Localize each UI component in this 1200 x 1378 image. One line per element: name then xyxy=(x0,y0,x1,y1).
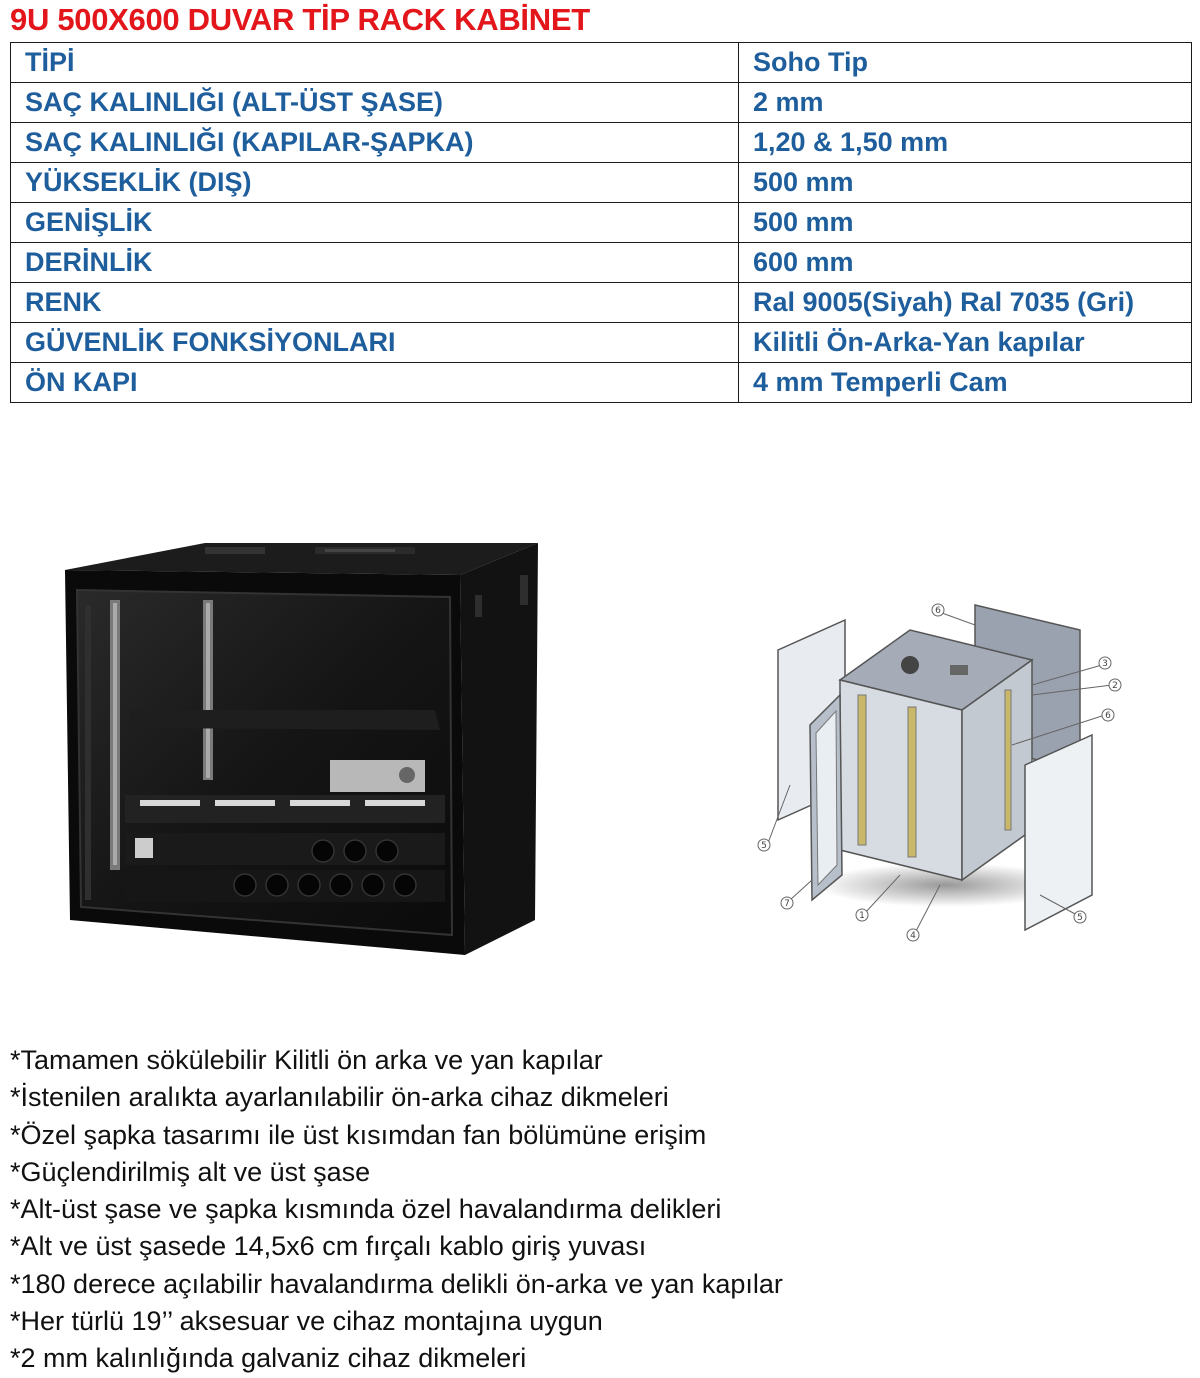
spec-key: GENİŞLİK xyxy=(11,203,739,243)
table-row xyxy=(11,163,1192,203)
spec-value: 500 mm xyxy=(739,203,1192,243)
spec-key: SAÇ KALINLIĞI (ALT-ÜST ŞASE) xyxy=(11,83,739,123)
spec-key: ÖN KAPI xyxy=(11,363,739,403)
list-item: *Tamamen sökülebilir Kilitli ön arka ve yan kapılar xyxy=(10,1045,603,1075)
rack-cabinet-photo xyxy=(55,535,545,965)
spec-key: SAÇ KALINLIĞI (KAPILAR-ŞAPKA) xyxy=(11,123,739,163)
spec-value: 500 mm xyxy=(739,163,1192,203)
spec-table xyxy=(10,42,1192,403)
diagram-callout: 5 xyxy=(1077,913,1083,923)
diagram-callout: 2 xyxy=(1112,681,1118,691)
table-row xyxy=(11,243,1192,283)
spec-key: YÜKSEKLİK (DIŞ) xyxy=(11,163,739,203)
list-item: *Özel şapka tasarımı ile üst kısımdan fan bölümüne erişim xyxy=(10,1119,707,1150)
spec-value: Soho Tip xyxy=(739,43,1192,83)
spec-key: DERİNLİK xyxy=(11,243,739,283)
diagram-callout: 3 xyxy=(1102,659,1108,669)
list-item: *İstenilen aralıkta ayarlanılabilir ön-arka cihaz dikmeleri xyxy=(10,1082,669,1113)
table-row xyxy=(11,203,1192,243)
spec-value: 2 mm xyxy=(739,83,1192,123)
spec-value: 600 mm xyxy=(739,243,1192,283)
list-item: *180 derece açılabilir havalandırma delikli ön-arka ve yan kapılar xyxy=(10,1268,783,1299)
diagram-callout: 6 xyxy=(935,606,941,616)
diagram-callout: 6 xyxy=(1105,711,1111,721)
spec-value: 4 mm Temperli Cam xyxy=(739,363,1192,403)
spec-key: RENK xyxy=(11,283,739,323)
table-row xyxy=(11,83,1192,123)
feature-list xyxy=(10,1042,783,1378)
table-row xyxy=(11,283,1192,323)
list-item: *2 mm kalınlığında galvaniz cihaz dikmeleri xyxy=(10,1343,527,1374)
list-item: *Alt-üst şase ve şapka kısmında özel havalandırma delikleri xyxy=(10,1194,722,1225)
table-row xyxy=(11,363,1192,403)
diagram-callout: 7 xyxy=(784,899,790,909)
diagram-callout: 5 xyxy=(761,841,767,851)
table-row xyxy=(11,123,1192,163)
spec-value: 1,20 & 1,50 mm xyxy=(739,123,1192,163)
list-item: *Güçlendirilmiş alt ve üst şase xyxy=(10,1156,371,1187)
exploded-assembly-diagram xyxy=(750,595,1130,945)
spec-value: Ral 9005(Siyah) Ral 7035 (Gri) xyxy=(739,283,1192,323)
spec-key: TİPİ xyxy=(11,43,739,83)
page-title: 9U 500X600 DUVAR TİP RACK KABİNET xyxy=(10,2,590,37)
diagram-callout: 4 xyxy=(910,931,916,941)
table-row xyxy=(11,323,1192,363)
list-item: *Alt ve üst şasede 14,5x6 cm fırçalı kablo giriş yuvası xyxy=(10,1231,647,1262)
diagram-callout: 1 xyxy=(859,911,865,921)
list-item: *Her türlü 19’’ aksesuar ve cihaz montajına uygun xyxy=(10,1306,603,1337)
table-row xyxy=(11,43,1192,83)
spec-value: Kilitli Ön-Arka-Yan kapılar xyxy=(739,323,1192,363)
spec-key: GÜVENLİK FONKSİYONLARI xyxy=(11,323,739,363)
